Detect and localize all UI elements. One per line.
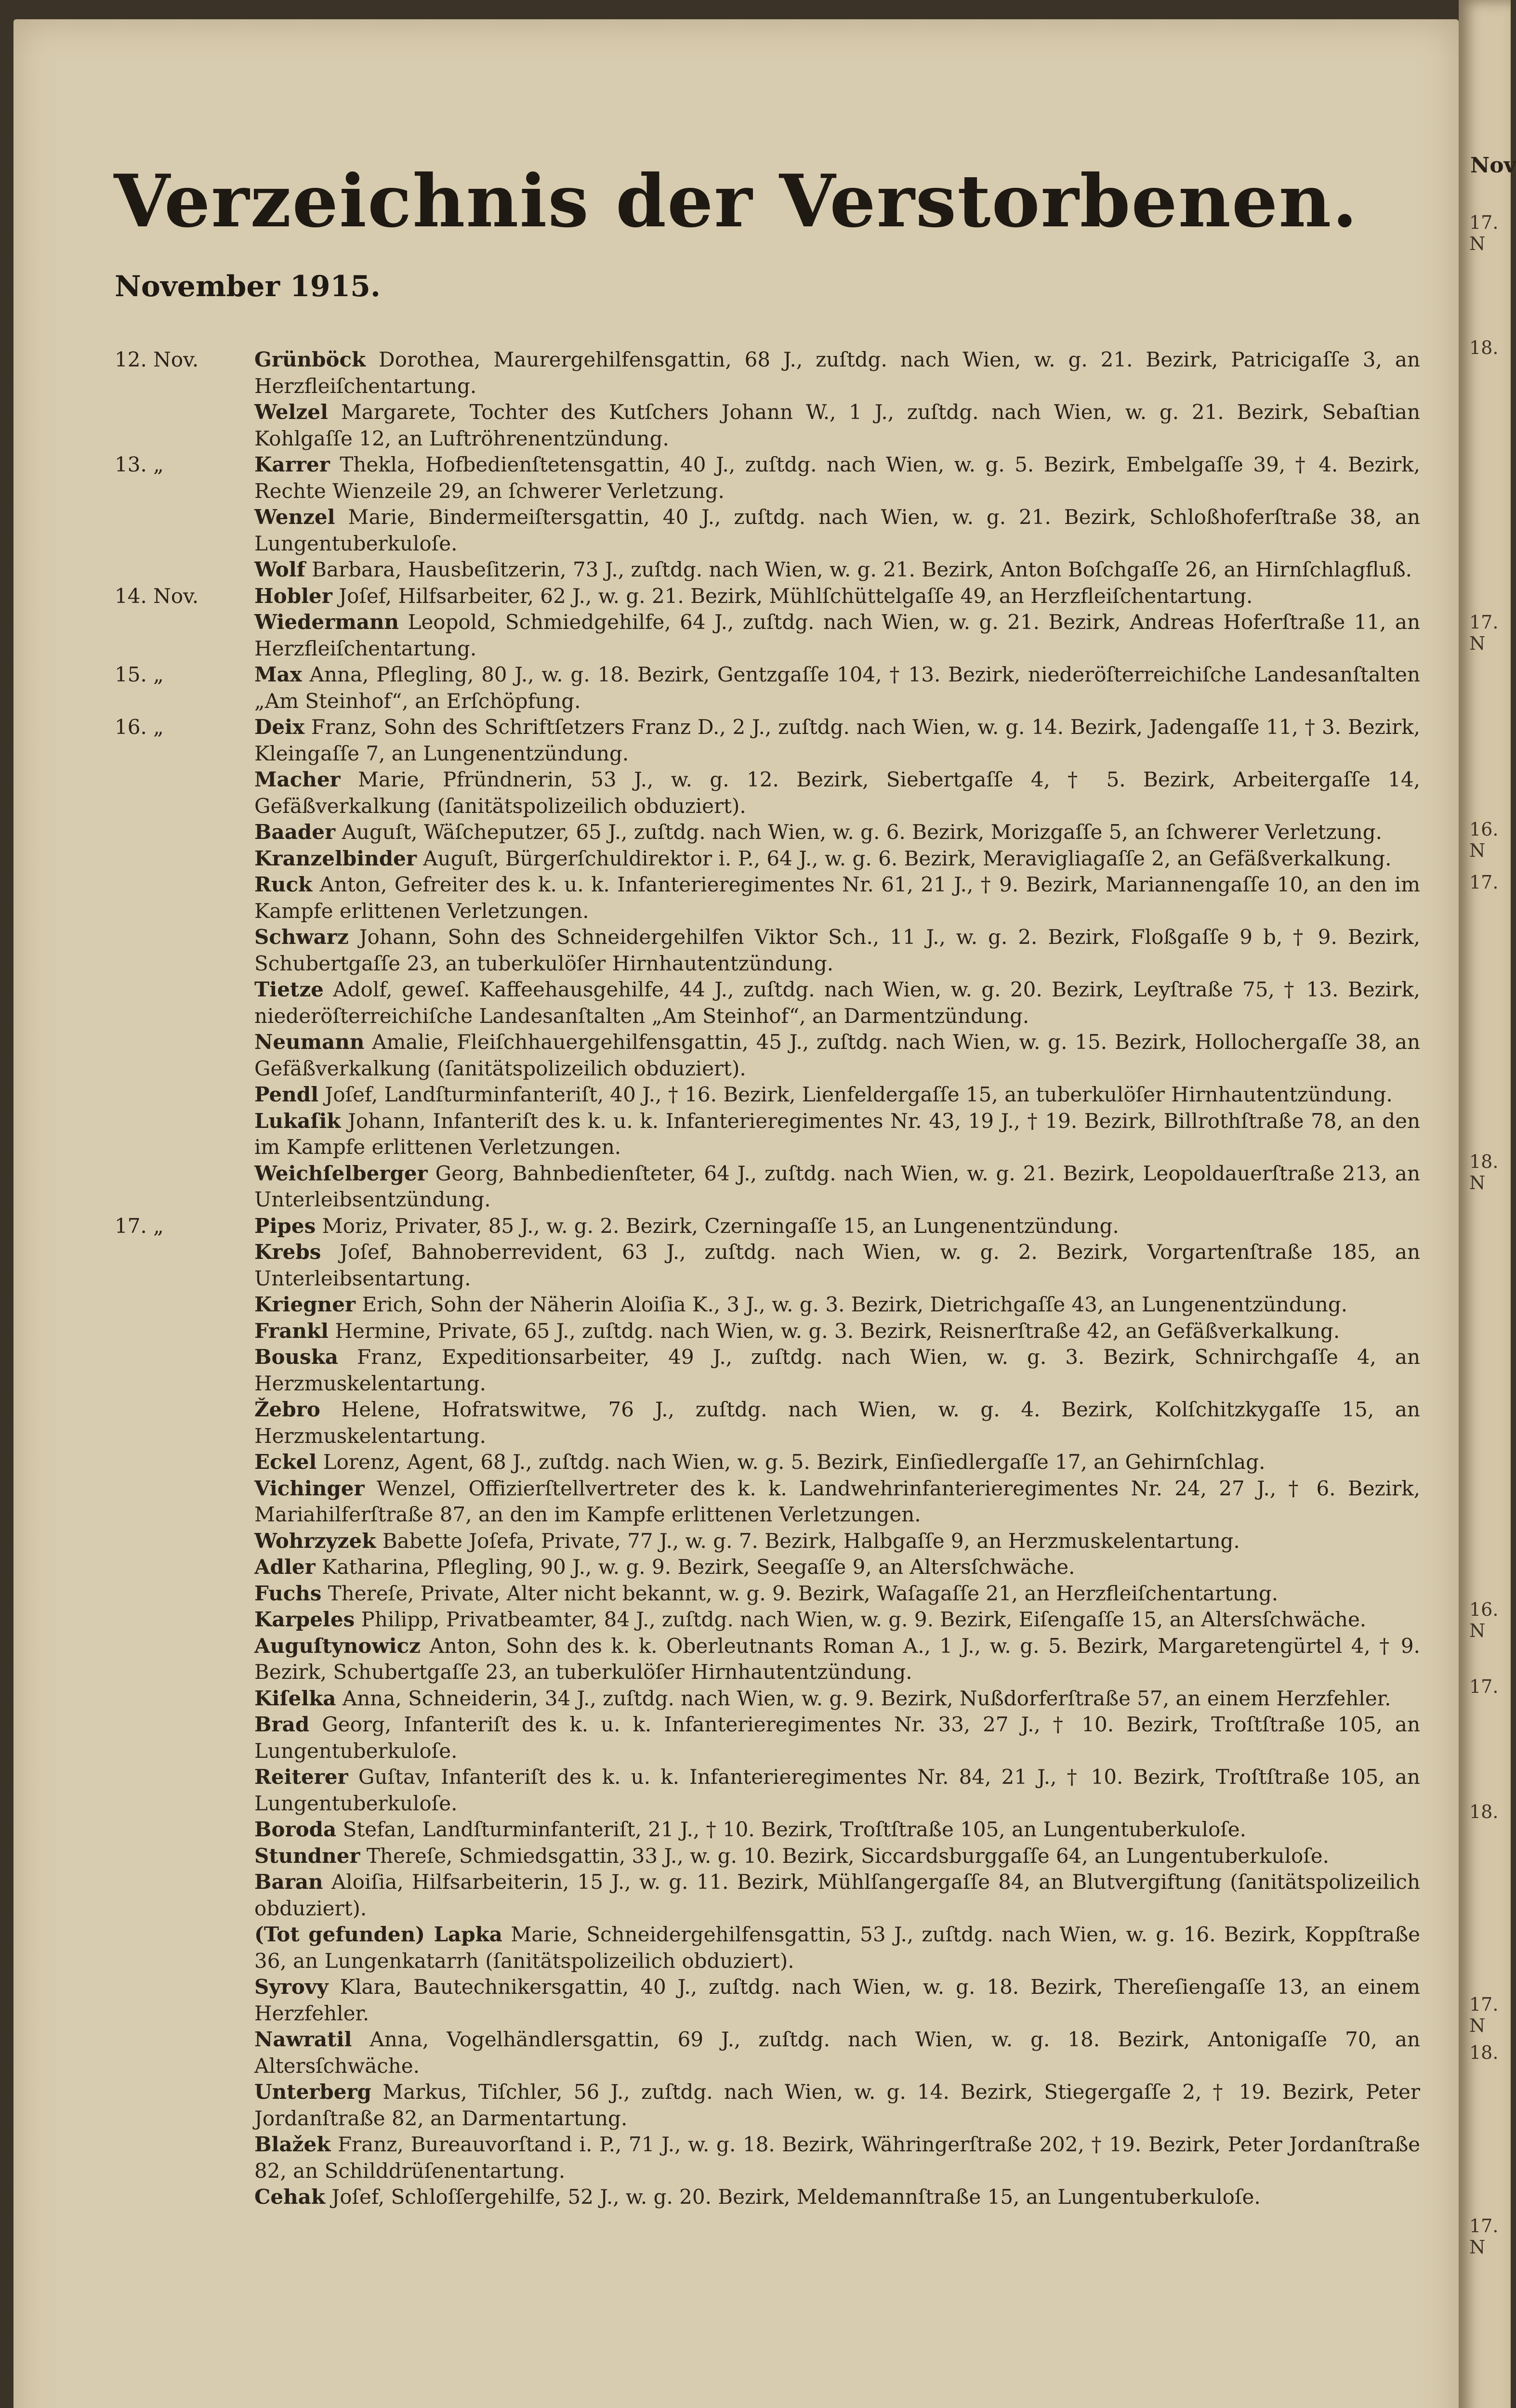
deceased-name: Wiedermann <box>254 610 399 634</box>
register-entry <box>115 1686 1420 1712</box>
register-entry <box>115 872 1420 924</box>
entry-date <box>115 1318 254 1345</box>
deceased-name: Blažek <box>254 2133 331 2156</box>
deceased-name: Bouska <box>254 1345 339 1369</box>
deceased-name: Lukaſik <box>254 1109 341 1133</box>
deceased-name: Baader <box>254 820 336 844</box>
entry-date: 17. „ <box>115 1214 164 1238</box>
entry-details: Thekla, Hofbedienſtetensgattin, 40 J., zuſtdg. nach Wien, w. g. 5. Bezirk, Embelgaſſe 39, † 4. Bezirk, Rechte Wienzeile 29, an ſchwerer Verletzung. <box>254 453 1420 503</box>
entry-date: 12. Nov. <box>115 348 199 371</box>
register-entry <box>115 1712 1420 1764</box>
adjacent-page-date: 18. <box>1469 1801 1499 1822</box>
register-entry <box>115 1817 1420 1843</box>
register-entry <box>115 714 1420 767</box>
register-entry <box>115 1108 1420 1161</box>
entry-date: 13. „ <box>115 453 164 476</box>
entry-content <box>254 347 1420 399</box>
entry-date <box>115 2027 254 2079</box>
entry-details: Anna, Schneiderin, 34 J., zuſtdg. nach Wien, w. g. 9. Bezirk, Nußdorferſtraße 57, an einem Herzfehler. <box>342 1686 1391 1710</box>
entry-content <box>254 846 1420 872</box>
deceased-name: Pipes <box>254 1214 316 1238</box>
entry-details: Amalie, Fleiſchhauergehilfensgattin, 45 J., zuſtdg. nach Wien, w. g. 15. Bezirk, Hollochergaſſe 38, an Gefäßverkalkung (ſanitätspolizeilich obduziert). <box>254 1030 1421 1080</box>
entry-date <box>115 1554 254 1581</box>
entry-content <box>254 1108 1420 1161</box>
entry-date <box>115 1712 254 1764</box>
entry-details: Moriz, Privater, 85 J., w. g. 2. Bezirk, Czerningaſſe 15, an Lungenentzündung. <box>322 1214 1119 1238</box>
deceased-name: Vichinger <box>254 1476 365 1500</box>
deceased-name: (Tot gefunden) Lapka <box>254 1923 502 1946</box>
entry-date <box>115 1764 254 1817</box>
entry-date: 14. Nov. <box>115 584 199 608</box>
entry-content <box>254 1764 1420 1817</box>
register-entry <box>115 1029 1420 1082</box>
entry-details: Thereſe, Private, Alter nicht bekannt, w. g. 9. Bezirk, Waſagaſſe 21, an Herzfleiſchentartung. <box>328 1581 1279 1605</box>
entry-details: Leopold, Schmiedgehilfe, 64 J., zuſtdg. nach Wien, w. g. 21. Bezirk, Andreas Hoferſtraße 11, an Herzfleiſchentartung. <box>254 610 1421 660</box>
entry-content <box>254 1397 1420 1449</box>
entry-content <box>254 1161 1420 1213</box>
deceased-name: Macher <box>254 768 341 791</box>
entry-content <box>254 1449 1420 1476</box>
entry-content <box>254 977 1420 1029</box>
entry-details: Aloiſia, Hilfsarbeiterin, 15 J., w. g. 11. Bezirk, Mühlſangergaſſe 84, an Blutvergiftung (ſanitätspolizeilich obduziert). <box>254 1870 1420 1920</box>
entry-details: Joſef, Landſturminfanteriſt, 40 J., † 16. Bezirk, Lienfeldergaſſe 15, an tuberkulöſer Hirnhautentzündung. <box>325 1083 1393 1106</box>
entry-details: Anna, Vogelhändlersgattin, 69 J., zuſtdg. nach Wien, w. g. 18. Bezirk, Antonigaſſe 70, an Altersſchwäche. <box>254 2028 1420 2078</box>
register-entry <box>115 1476 1420 1528</box>
entry-details: Barbara, Hausbeſitzerin, 73 J., zuſtdg. nach Wien, w. g. 21. Bezirk, Anton Boſchgaſſe 26, an Hirnſchlagfluß. <box>312 558 1412 581</box>
entry-content <box>254 2132 1420 2184</box>
entry-date <box>115 1292 254 1318</box>
register-entry <box>115 1082 1420 1108</box>
entry-details: Margarete, Tochter des Kutſchers Johann W., 1 J., zuſtdg. nach Wien, w. g. 21. Bezirk, Sebaſtian Kohlgaſſe 12, an Luftröhrenentzündung. <box>254 400 1420 450</box>
entry-date <box>115 1581 254 1607</box>
register-entry <box>115 583 1420 610</box>
register-entry <box>115 399 1420 452</box>
entry-content <box>254 924 1420 977</box>
deceased-name: Baran <box>254 1870 323 1894</box>
entry-content <box>254 1607 1420 1633</box>
register-entry <box>115 1554 1420 1581</box>
entry-date <box>115 767 254 819</box>
deceased-name: Karrer <box>254 453 330 476</box>
entry-details: Katharina, Pflegling, 90 J., w. g. 9. Bezirk, Seegaſſe 9, an Altersſchwäche. <box>322 1555 1075 1579</box>
adjacent-page-date: 16. N <box>1469 819 1499 861</box>
register-entry <box>115 1764 1420 1817</box>
register-entry <box>115 1869 1420 1922</box>
month-heading: November 1915. <box>115 270 381 303</box>
register-entry <box>115 1449 1420 1476</box>
entry-details: Franz, Bureauvorſtand i. P., 71 J., w. g. 18. Bezirk, Währingerſtraße 202, † 19. Bezirk, Peter Jordanſtraße 82, an Schilddrüſenentartung. <box>254 2133 1420 2183</box>
adjacent-page-date: 17. N <box>1469 212 1499 254</box>
deceased-name: Wenzel <box>254 505 335 529</box>
adjacent-page-edge <box>1459 0 1516 2408</box>
register-entry <box>115 504 1420 557</box>
deceased-name: Žebro <box>254 1398 320 1421</box>
entry-content <box>254 1554 1420 1581</box>
register-entry <box>115 662 1420 714</box>
deceased-name: Kranzelbinder <box>254 846 417 870</box>
death-register-list <box>115 347 1420 2211</box>
deceased-name: Neumann <box>254 1030 365 1054</box>
entry-details: Erich, Sohn der Näherin Aloiſia K., 3 J., w. g. 3. Bezirk, Dietrichgaſſe 43, an Lungenentzündung. <box>362 1293 1348 1316</box>
entry-details: Auguſt, Wäſcheputzer, 65 J., zuſtdg. nach Wien, w. g. 6. Bezirk, Morizgaſſe 5, an ſchwerer Verletzung. <box>342 820 1382 844</box>
deceased-name: Reiterer <box>254 1765 348 1789</box>
register-entry <box>115 1922 1420 1974</box>
entry-content <box>254 2027 1420 2079</box>
deceased-name: Pendl <box>254 1083 319 1106</box>
entry-details: Anton, Gefreiter des k. u. k. Infanterieregimentes Nr. 61, 21 J., † 9. Bezirk, Mariannengaſſe 10, an den im Kampfe erlittenen Verletzungen. <box>254 873 1420 923</box>
entry-content <box>254 714 1420 767</box>
entry-date <box>115 1082 254 1108</box>
entry-content <box>254 1528 1420 1555</box>
register-entry <box>115 2184 1420 2211</box>
deceased-name: Schwarz <box>254 925 349 949</box>
entry-date <box>115 1161 254 1213</box>
deceased-name: Hobler <box>254 584 332 608</box>
entry-details: Hermine, Private, 65 J., zuſtdg. nach Wien, w. g. 3. Bezirk, Reisnerſtraße 42, an Gefäßverkalkung. <box>335 1319 1340 1343</box>
entry-content <box>254 1239 1420 1292</box>
entry-content <box>254 1686 1420 1712</box>
entry-content <box>254 1581 1420 1607</box>
register-entry <box>115 2079 1420 2132</box>
deceased-name: Eckel <box>254 1450 317 1474</box>
register-entry <box>115 1581 1420 1607</box>
register-entry <box>115 1239 1420 1292</box>
register-entry <box>115 609 1420 662</box>
deceased-name: Frankl <box>254 1319 329 1343</box>
entry-content <box>254 1292 1420 1318</box>
entry-details: Johann, Infanteriſt des k. u. k. Infanterieregimentes Nr. 43, 19 J., † 19. Bezirk, Billrothſtraße 78, an den im Kampfe erlittenen Verletzungen. <box>254 1109 1420 1159</box>
entry-content <box>254 583 1420 610</box>
entry-details: Stefan, Landſturminfanteriſt, 21 J., † 10. Bezirk, Troſtſtraße 105, an Lungentuberkuloſe. <box>343 1818 1247 1841</box>
deceased-name: Karpeles <box>254 1608 355 1631</box>
register-entry <box>115 2132 1420 2184</box>
entry-date <box>115 924 254 977</box>
entry-date <box>115 1108 254 1161</box>
register-entry <box>115 1974 1420 2027</box>
deceased-name: Cehak <box>254 2185 325 2209</box>
entry-date <box>115 1528 254 1555</box>
entry-content <box>254 872 1420 924</box>
deceased-name: Welzel <box>254 400 328 424</box>
deceased-name: Syrovy <box>254 1975 329 1999</box>
register-entry <box>115 2027 1420 2079</box>
adjacent-page-date: 18. N <box>1469 1151 1499 1193</box>
register-entry <box>115 1397 1420 1449</box>
entry-details: Auguſt, Bürgerſchuldirektor i. P., 64 J., w. g. 6. Bezirk, Meravigliagaſſe 2, an Gefäßverkalkung. <box>423 846 1392 870</box>
deceased-name: Kriegner <box>254 1293 356 1316</box>
entry-content <box>254 1922 1420 1974</box>
entry-content <box>254 1476 1420 1528</box>
deceased-name: Weichſelberger <box>254 1161 428 1185</box>
entry-date: 16. „ <box>115 715 164 739</box>
entry-details: Guſtav, Infanteriſt des k. u. k. Infanterieregimentes Nr. 84, 21 J., † 10. Bezirk, Troſtſtraße 105, an Lungentuberkuloſe. <box>254 1765 1420 1815</box>
entry-content <box>254 2184 1420 2211</box>
adjacent-page-heading: Nov <box>1470 153 1516 178</box>
deceased-name: Unterberg <box>254 2080 371 2104</box>
adjacent-page-date: 17. <box>1469 1676 1499 1697</box>
deceased-name: Kiſelka <box>254 1686 336 1710</box>
entry-details: Thereſe, Schmiedsgattin, 33 J., w. g. 10. Bezirk, Siccardsburggaſſe 64, an Lungentuberkuloſe. <box>366 1844 1329 1868</box>
entry-details: Adolf, geweſ. Kaffeehausgehilfe, 44 J., zuſtdg. nach Wien, w. g. 20. Bezirk, Leyſtraße 75, † 13. Bezirk, niederöſterreichiſche Landesanſtalten „Am Steinhof“, an Darmentzündung. <box>254 978 1420 1028</box>
entry-details: Anton, Sohn des k. k. Oberleutnants Roman A., 1 J., w. g. 5. Bezirk, Margaretengürtel 4, † 9. Bezirk, Schubertgaſſe 23, an tuberkulöſer Hirnhautentzündung. <box>254 1634 1420 1684</box>
entry-date <box>115 2132 254 2184</box>
register-entry <box>115 977 1420 1029</box>
entry-date <box>115 1397 254 1449</box>
adjacent-page-date: 17. N <box>1469 612 1499 654</box>
entry-content <box>254 819 1420 846</box>
entry-date: 15. „ <box>115 663 164 686</box>
deceased-name: Ruck <box>254 873 313 896</box>
entry-date <box>115 819 254 846</box>
entry-details: Babette Joſefa, Private, 77 J., w. g. 7. Bezirk, Halbgaſſe 9, an Herzmuskelentartung. <box>382 1529 1240 1553</box>
register-entry <box>115 347 1420 399</box>
entry-date <box>115 1817 254 1843</box>
entry-date <box>115 1686 254 1712</box>
entry-content <box>254 1843 1420 1870</box>
entry-content <box>254 399 1420 452</box>
entry-date <box>115 609 254 662</box>
entry-date <box>115 1633 254 1686</box>
entry-details: Georg, Bahnbedienſteter, 64 J., zuſtdg. nach Wien, w. g. 21. Bezirk, Leopoldauerſtraße 213, an Unterleibsentzündung. <box>254 1161 1420 1211</box>
deceased-name: Wohrzyzek <box>254 1529 376 1553</box>
entry-date <box>115 399 254 452</box>
entry-date <box>115 1843 254 1870</box>
adjacent-page-date: 18. <box>1469 337 1499 358</box>
entry-details: Lorenz, Agent, 68 J., zuſtdg. nach Wien, w. g. 5. Bezirk, Einſiedlergaſſe 17, an Gehirnſchlag. <box>323 1450 1266 1474</box>
entry-content <box>254 662 1420 714</box>
entry-content <box>254 1082 1420 1108</box>
entry-date <box>115 1449 254 1476</box>
adjacent-page-date: 18. <box>1469 2042 1499 2063</box>
register-entry <box>115 1213 1420 1240</box>
entry-details: Joſef, Schloſſergehilfe, 52 J., w. g. 20. Bezirk, Meldemannſtraße 15, an Lungentuberkuloſe. <box>331 2185 1261 2209</box>
entry-date <box>115 872 254 924</box>
register-entry <box>115 1318 1420 1345</box>
entry-date <box>115 557 254 583</box>
deceased-name: Stundner <box>254 1844 360 1868</box>
entry-details: Georg, Infanteriſt des k. u. k. Infanterieregimentes Nr. 33, 27 J., † 10. Bezirk, Troſtſtraße 105, an Lungentuberkuloſe. <box>254 1713 1420 1763</box>
entry-content <box>254 1213 1420 1240</box>
entry-date <box>115 1029 254 1082</box>
entry-details: Philipp, Privatbeamter, 84 J., zuſtdg. nach Wien, w. g. 9. Bezirk, Eiſengaſſe 15, an Altersſchwäche. <box>361 1608 1367 1631</box>
register-entry <box>115 452 1420 504</box>
entry-date <box>115 1476 254 1528</box>
entry-details: Franz, Sohn des Schriftſetzers Franz D., 2 J., zuſtdg. nach Wien, w. g. 14. Bezirk, Jadengaſſe 11, † 3. Bezirk, Kleingaſſe 7, an Lungenentzündung. <box>254 715 1420 765</box>
register-entry <box>115 1292 1420 1318</box>
register-entry <box>115 557 1420 583</box>
entry-content <box>254 1869 1420 1922</box>
entry-content <box>254 504 1420 557</box>
deceased-name: Wolf <box>254 558 305 581</box>
adjacent-page-date: 16. N <box>1469 1599 1499 1641</box>
register-entry <box>115 1344 1420 1397</box>
entry-content <box>254 767 1420 819</box>
entry-details: Dorothea, Maurergehilfensgattin, 68 J., zuſtdg. nach Wien, w. g. 21. Bezirk, Patricigaſſe 3, an Herzfleiſchentartung. <box>254 348 1420 398</box>
entry-details: Joſef, Bahnoberrevident, 63 J., zuſtdg. nach Wien, w. g. 2. Bezirk, Vorgartenſtraße 185, an Unterleibsentartung. <box>254 1240 1420 1290</box>
entry-details: Anna, Pflegling, 80 J., w. g. 18. Bezirk, Gentzgaſſe 104, † 13. Bezirk, niederöſterreichiſche Landesanſtalten „Am Steinhof“, an Erſchöpfung. <box>254 663 1420 713</box>
entry-date <box>115 1974 254 2027</box>
entry-details: Marie, Bindermeiſtersgattin, 40 J., zuſtdg. nach Wien, w. g. 21. Bezirk, Schloßhoferſtraße 38, an Lungentuberkuloſe. <box>254 505 1420 555</box>
entry-date <box>115 1344 254 1397</box>
document-page <box>13 19 1459 2408</box>
deceased-name: Brad <box>254 1713 310 1736</box>
entry-content <box>254 1029 1420 1082</box>
deceased-name: Krebs <box>254 1240 321 1264</box>
deceased-name: Nawratil <box>254 2028 352 2051</box>
entry-content <box>254 1318 1420 1345</box>
entry-date <box>115 2184 254 2211</box>
entry-details: Klara, Bautechnikersgattin, 40 J., zuſtdg. nach Wien, w. g. 18. Bezirk, Thereſiengaſſe 13, an einem Herzfehler. <box>254 1975 1420 2025</box>
deceased-name: Adler <box>254 1555 316 1579</box>
deceased-name: Max <box>254 663 302 686</box>
adjacent-page-date: 17. <box>1469 872 1499 893</box>
register-entry <box>115 1633 1420 1686</box>
register-entry <box>115 924 1420 977</box>
page-title: Verzeichnis der Verstorbenen. <box>114 159 1358 244</box>
entry-date <box>115 504 254 557</box>
entry-details: Marie, Schneidergehilfensgattin, 53 J., zuſtdg. nach Wien, w. g. 16. Bezirk, Koppſtraße 36, an Lungenkatarrh (ſanitätspolizeilich obduziert). <box>254 1923 1420 1973</box>
entry-date <box>115 977 254 1029</box>
deceased-name: Boroda <box>254 1818 337 1841</box>
entry-details: Marie, Pfründnerin, 53 J., w. g. 12. Bezirk, Siebertgaſſe 4, † 5. Bezirk, Arbeitergaſſe 14, Gefäßverkalkung (ſanitätspolizeilich obduziert). <box>254 768 1420 818</box>
entry-date <box>115 846 254 872</box>
register-entry <box>115 1607 1420 1633</box>
entry-content <box>254 452 1420 504</box>
deceased-name: Deix <box>254 715 305 739</box>
register-entry <box>115 819 1420 846</box>
entry-date <box>115 1922 254 1974</box>
entry-content <box>254 1633 1420 1686</box>
entry-details: Franz, Expeditionsarbeiter, 49 J., zuſtdg. nach Wien, w. g. 3. Bezirk, Schnirchgaſſe 4, an Herzmuskelentartung. <box>254 1345 1421 1395</box>
entry-details: Helene, Hofratswitwe, 76 J., zuſtdg. nach Wien, w. g. 4. Bezirk, Kolſchitzkygaſſe 15, an Herzmuskelentartung. <box>254 1398 1420 1448</box>
deceased-name: Grünböck <box>254 348 366 371</box>
entry-content <box>254 1974 1420 2027</box>
entry-details: Joſef, Hilfsarbeiter, 62 J., w. g. 21. Bezirk, Mühlſchüttelgaſſe 49, an Herzfleiſchentartung. <box>339 584 1253 608</box>
entry-date <box>115 1869 254 1922</box>
entry-date <box>115 2079 254 2132</box>
entry-date <box>115 1239 254 1292</box>
entry-content <box>254 557 1420 583</box>
entry-content <box>254 1712 1420 1764</box>
adjacent-page-date: 17. N <box>1469 1994 1499 2036</box>
entry-date <box>115 1607 254 1633</box>
adjacent-page-date: 17. N <box>1469 2215 1499 2258</box>
entry-content <box>254 2079 1420 2132</box>
entry-details: Markus, Tiſchler, 56 J., zuſtdg. nach Wien, w. g. 14. Bezirk, Stiegergaſſe 2, † 19. Bezirk, Peter Jordanſtraße 82, an Darmentartung. <box>254 2080 1420 2130</box>
register-entry <box>115 1161 1420 1213</box>
entry-content <box>254 1344 1420 1397</box>
register-entry <box>115 767 1420 819</box>
register-entry <box>115 1843 1420 1870</box>
entry-content <box>254 609 1420 662</box>
register-entry <box>115 846 1420 872</box>
deceased-name: Auguſtynowicz <box>254 1634 421 1658</box>
register-entry <box>115 1528 1420 1555</box>
deceased-name: Tietze <box>254 978 324 1001</box>
deceased-name: Fuchs <box>254 1581 322 1605</box>
entry-details: Johann, Sohn des Schneidergehilfen Viktor Sch., 11 J., w. g. 2. Bezirk, Floßgaſſe 9 b, † 9. Bezirk, Schubertgaſſe 23, an tuberkulöſer Hirnhautentzündung. <box>254 925 1420 975</box>
entry-details: Wenzel, Offizierſtellvertreter des k. k. Landwehrinfanterieregimentes Nr. 24, 27 J., † 6. Bezirk, Mariahilferſtraße 87, an den im Kampfe erlittenen Verletzungen. <box>254 1476 1420 1526</box>
entry-content <box>254 1817 1420 1843</box>
